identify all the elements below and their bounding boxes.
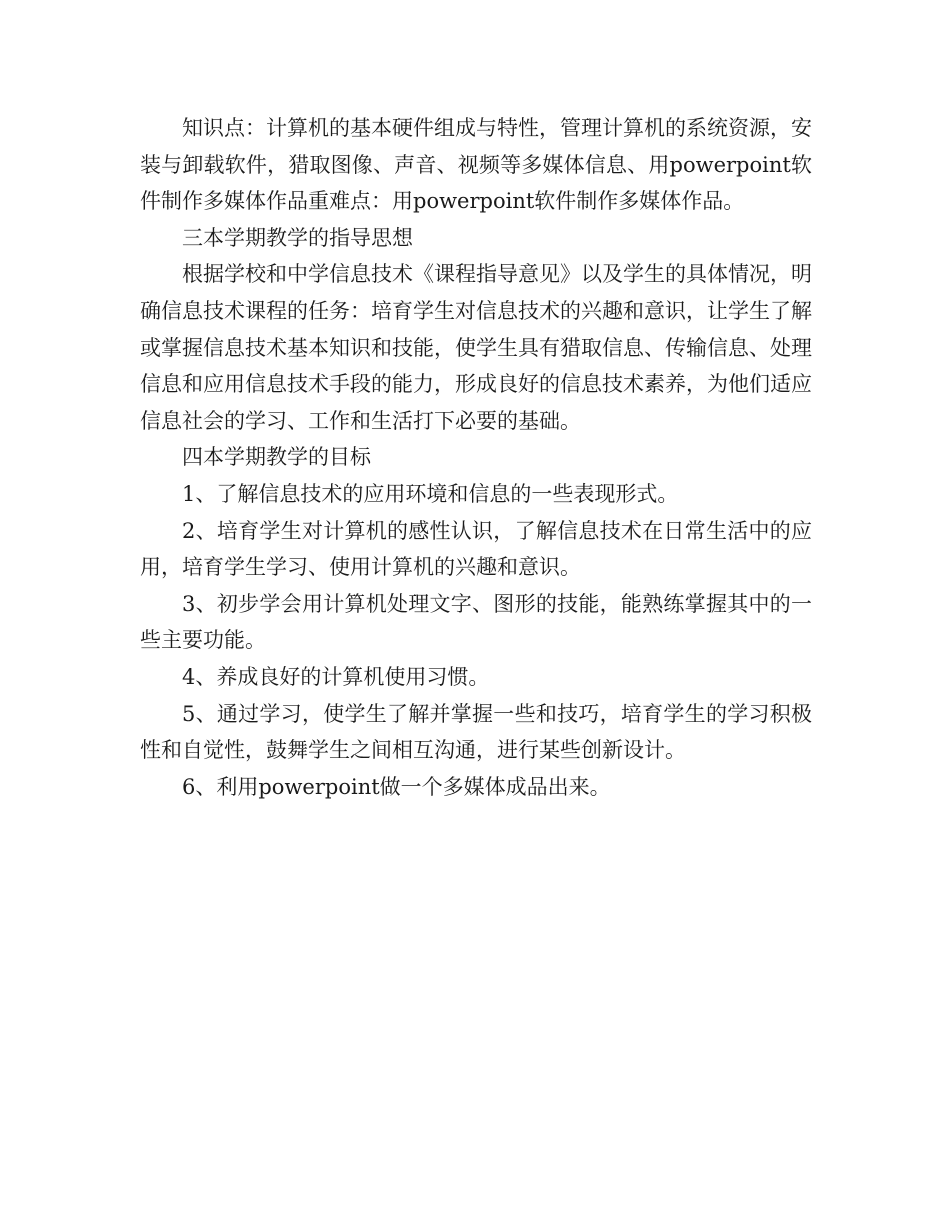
paragraph-knowledge-points: 知识点：计算机的基本硬件组成与特性，管理计算机的系统资源，安装与卸载软件，猎取图像、声音、视频等多媒体信息、用powerpoint软件制作多媒体作品重难点：用powerpoint软件制作多媒体作品。 (140, 116, 812, 214)
goal-item-6: 6、利用powerpoint做一个多媒体成品出来。 (182, 774, 611, 799)
goal-item-1: 1、了解信息技术的应用环境和信息的一些表现形式。 (182, 481, 679, 506)
paragraph-guiding-ideology: 根据学校和中学信息技术《课程指导意见》以及学生的具体情况，明确信息技术课程的任务：培育学生对信息技术的兴趣和意识，让学生了解或掌握信息技术基本知识和技能，使学生具有猎取信息、传输信息、处理信息和应用信息技术手段的能力，形成良好的信息技术素养，为他们适应信息社会的学习、工作和生活打下必要的基础。 (140, 262, 812, 433)
document-body (140, 110, 812, 805)
goal-item-2: 2、培育学生对计算机的感性认识，了解信息技术在日常生活中的应用，培育学生学习、使用计算机的兴趣和意识。 (140, 518, 812, 580)
goal-item-4: 4、养成良好的计算机使用习惯。 (182, 664, 490, 689)
heading-guiding-ideology: 三本学期教学的指导思想 (182, 225, 413, 250)
goal-item-3: 3、初步学会用计算机处理文字、图形的技能，能熟练掌握其中的一些主要功能。 (140, 591, 812, 653)
heading-teaching-goals: 四本学期教学的目标 (182, 445, 371, 470)
goal-item-5: 5、通过学习，使学生了解并掌握一些和技巧，培育学生的学习积极性和自觉性，鼓舞学生之间相互沟通，进行某些创新设计。 (140, 701, 812, 763)
